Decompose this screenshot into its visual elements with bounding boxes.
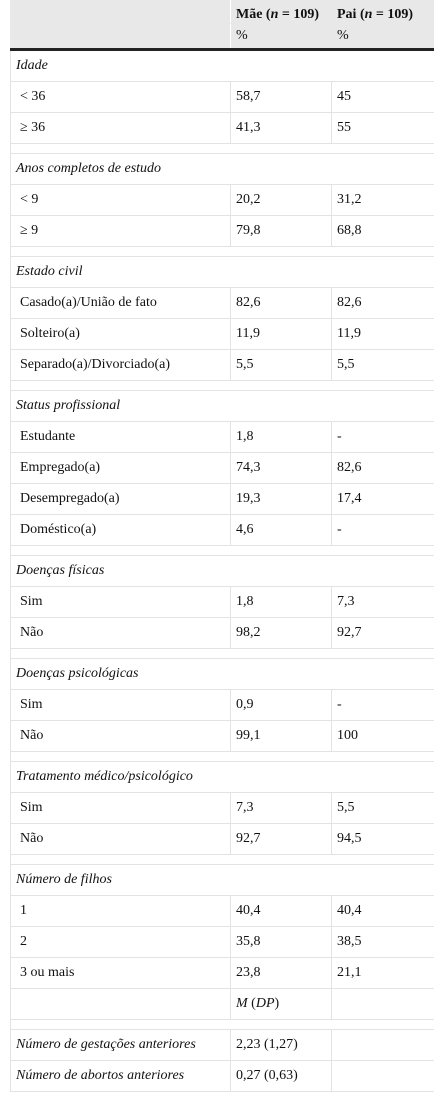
section-header-row — [11, 659, 434, 690]
table-row — [11, 896, 434, 927]
mae-value: 98,2 — [231, 618, 332, 649]
mae-value: 0,27 (0,63) — [231, 1061, 332, 1092]
pai-value: 55 — [332, 113, 434, 144]
section-title-estudo: Anos completos de estudo — [11, 154, 434, 185]
pai-value: 17,4 — [332, 484, 434, 515]
pai-value: - — [332, 690, 434, 721]
table-row — [11, 350, 434, 381]
row-label-abortos: Número de abortos anteriores — [11, 1061, 231, 1092]
row-label: ≥ 9 — [11, 216, 231, 247]
section-header-row — [11, 762, 434, 793]
pai-value: 5,5 — [332, 793, 434, 824]
spacer-row — [11, 247, 434, 257]
mae-value: 2,23 (1,27) — [231, 1030, 332, 1061]
spacer-row — [11, 144, 434, 154]
table-row — [11, 288, 434, 319]
header-unit-pai: % — [332, 24, 434, 50]
spacer-row — [11, 381, 434, 391]
header-empty-cell — [11, 24, 231, 50]
table-row — [11, 453, 434, 484]
row-label: 2 — [11, 927, 231, 958]
table-header — [11, 1, 434, 50]
row-label: Casado(a)/União de fato — [11, 288, 231, 319]
pai-value: - — [332, 515, 434, 546]
section-title-idade: Idade — [11, 50, 434, 82]
section-header-row — [11, 257, 434, 288]
row-label: Não — [11, 618, 231, 649]
pai-value: - — [332, 422, 434, 453]
table-row — [11, 927, 434, 958]
mae-value: 23,8 — [231, 958, 332, 989]
table-row — [11, 824, 434, 855]
mae-value: 99,1 — [231, 721, 332, 752]
pai-value: 11,9 — [332, 319, 434, 350]
pai-value: 7,3 — [332, 587, 434, 618]
spacer-row — [11, 855, 434, 865]
row-label-gestacoes: Número de gestações anteriores — [11, 1030, 231, 1061]
spacer-row — [11, 1020, 434, 1030]
mae-value: 92,7 — [231, 824, 332, 855]
mae-value: 41,3 — [231, 113, 332, 144]
section-title-civil: Estado civil — [11, 257, 434, 288]
mae-value: 82,6 — [231, 288, 332, 319]
table-row — [11, 82, 434, 113]
row-label: 1 — [11, 896, 231, 927]
table-row — [11, 515, 434, 546]
row-label: < 36 — [11, 82, 231, 113]
row-label: Não — [11, 824, 231, 855]
mae-value: 20,2 — [231, 185, 332, 216]
table-row — [11, 422, 434, 453]
mae-value: 79,8 — [231, 216, 332, 247]
header-mae: Mãe (n = 109) — [231, 1, 332, 24]
row-label: Sim — [11, 587, 231, 618]
mae-value: 1,8 — [231, 422, 332, 453]
row-label: Separado(a)/Divorciado(a) — [11, 350, 231, 381]
mae-value: 5,5 — [231, 350, 332, 381]
pai-value: 21,1 — [332, 958, 434, 989]
empty-cell — [11, 989, 231, 1020]
pai-value: 94,5 — [332, 824, 434, 855]
section-header-row — [11, 50, 434, 82]
table-row — [11, 1030, 434, 1061]
pai-value: 68,8 — [332, 216, 434, 247]
table-row — [11, 319, 434, 350]
row-label: Estudante — [11, 422, 231, 453]
row-label: Sim — [11, 690, 231, 721]
table-row — [11, 958, 434, 989]
table-row — [11, 690, 434, 721]
pai-value: 82,6 — [332, 288, 434, 319]
pai-value: 45 — [332, 82, 434, 113]
section-title-psicologicas: Doenças psicológicas — [11, 659, 434, 690]
section-title-tratamento: Tratamento médico/psicológico — [11, 762, 434, 793]
table-row — [11, 113, 434, 144]
section-title-fisicas: Doenças físicas — [11, 556, 434, 587]
pai-value: 38,5 — [332, 927, 434, 958]
table-row — [11, 587, 434, 618]
table-row — [11, 185, 434, 216]
mae-value: 19,3 — [231, 484, 332, 515]
table-row — [11, 618, 434, 649]
pai-value: 100 — [332, 721, 434, 752]
empty-cell — [332, 989, 434, 1020]
mdp-label: M (DP) — [231, 989, 332, 1020]
row-label: < 9 — [11, 185, 231, 216]
header-unit-mae: % — [231, 24, 332, 50]
row-label: Empregado(a) — [11, 453, 231, 484]
row-label: Sim — [11, 793, 231, 824]
row-label: 3 ou mais — [11, 958, 231, 989]
header-pai: Pai (n = 109) — [332, 1, 434, 24]
pai-value — [332, 1061, 434, 1092]
mae-value: 0,9 — [231, 690, 332, 721]
row-label: ≥ 36 — [11, 113, 231, 144]
pai-value — [332, 1030, 434, 1061]
section-header-row — [11, 865, 434, 896]
section-header-row — [11, 391, 434, 422]
mae-value: 35,8 — [231, 927, 332, 958]
demographics-table — [10, 0, 434, 1092]
table-row — [11, 216, 434, 247]
spacer-row — [11, 649, 434, 659]
mae-value: 4,6 — [231, 515, 332, 546]
header-empty-cell — [11, 1, 231, 24]
pai-value: 5,5 — [332, 350, 434, 381]
mae-value: 1,8 — [231, 587, 332, 618]
mdp-header-row — [11, 989, 434, 1020]
section-title-filhos: Número de filhos — [11, 865, 434, 896]
section-title-profissional: Status profissional — [11, 391, 434, 422]
mae-value: 40,4 — [231, 896, 332, 927]
table-row — [11, 484, 434, 515]
spacer-row — [11, 546, 434, 556]
pai-value: 31,2 — [332, 185, 434, 216]
row-label: Doméstico(a) — [11, 515, 231, 546]
section-header-row — [11, 556, 434, 587]
section-header-row — [11, 154, 434, 185]
table-container — [10, 0, 434, 1092]
mae-value: 11,9 — [231, 319, 332, 350]
table-row — [11, 1061, 434, 1092]
table-row — [11, 793, 434, 824]
spacer-row — [11, 752, 434, 762]
pai-value: 92,7 — [332, 618, 434, 649]
row-label: Não — [11, 721, 231, 752]
pai-value: 40,4 — [332, 896, 434, 927]
mae-value: 58,7 — [231, 82, 332, 113]
mae-value: 7,3 — [231, 793, 332, 824]
table-row — [11, 721, 434, 752]
mae-value: 74,3 — [231, 453, 332, 484]
row-label: Solteiro(a) — [11, 319, 231, 350]
pai-value: 82,6 — [332, 453, 434, 484]
row-label: Desempregado(a) — [11, 484, 231, 515]
